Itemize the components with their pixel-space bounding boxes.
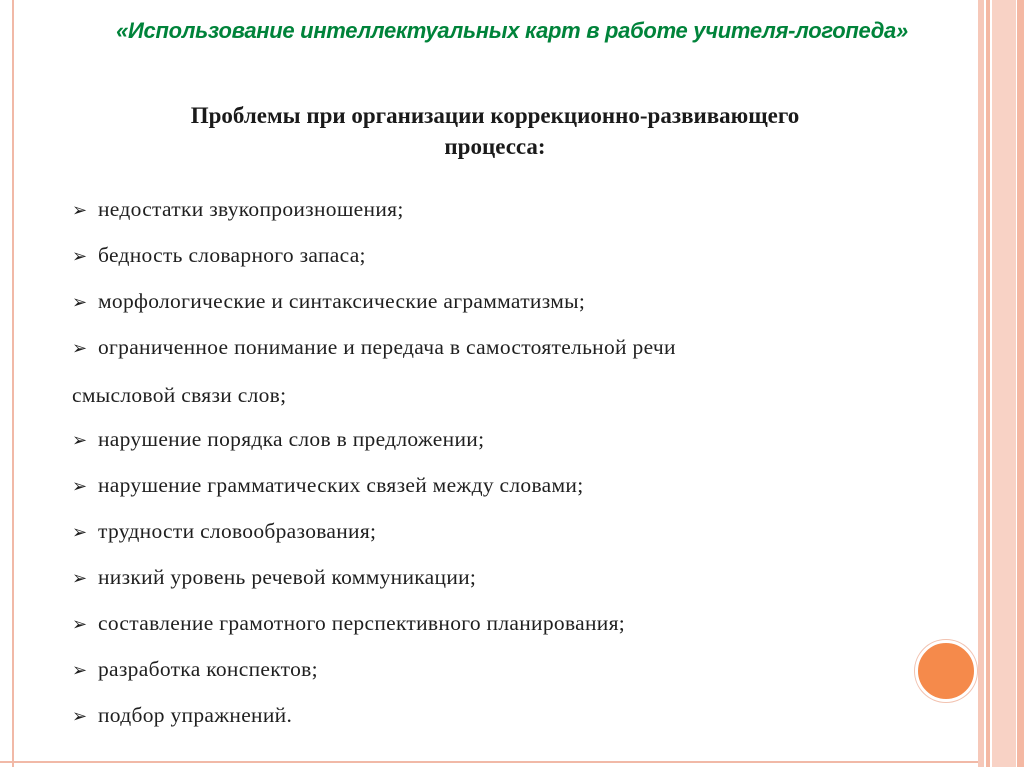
list-item-text: составление грамотного перспективного планирования; <box>98 611 626 635</box>
list-item <box>72 646 912 692</box>
header-title: «Использование интеллектуальных карт в работе учителя-логопеда» <box>116 18 908 43</box>
list-item <box>72 692 912 738</box>
list-item-text: нарушение порядка слов в предложении; <box>98 427 485 451</box>
list-item-text: бедность словарного запаса; <box>98 243 366 267</box>
list-item <box>72 324 912 416</box>
list-item-text: ограниченное понимание и передача в самостоятельной речи <box>98 335 676 359</box>
arrow-bullet-icon: ➢ <box>72 568 88 589</box>
arrow-bullet-icon: ➢ <box>72 660 88 681</box>
list-item-text: нарушение грамматических связей между словами; <box>98 473 584 497</box>
arrow-bullet-icon: ➢ <box>72 200 88 221</box>
list-item <box>72 508 912 554</box>
arrow-bullet-icon: ➢ <box>72 246 88 267</box>
left-border-line <box>12 0 14 767</box>
list-item-continuation: смысловой связи слов; <box>72 383 287 407</box>
section-title <box>60 100 930 162</box>
arrow-bullet-icon: ➢ <box>72 522 88 543</box>
list-item <box>72 554 912 600</box>
bottom-border-line <box>0 761 978 763</box>
list-item-text: подбор упражнений. <box>98 703 293 727</box>
list-item-text: низкий уровень речевой коммуникации; <box>98 565 477 589</box>
arrow-bullet-icon: ➢ <box>72 338 88 359</box>
list-item-text: трудности словообразования; <box>98 519 377 543</box>
arrow-bullet-icon: ➢ <box>72 706 88 727</box>
list-item-text: разработка конспектов; <box>98 657 318 681</box>
arrow-bullet-icon: ➢ <box>72 614 88 635</box>
right-stripe <box>978 0 984 767</box>
list-item <box>72 462 912 508</box>
problem-list <box>72 186 912 738</box>
arrow-bullet-icon: ➢ <box>72 292 88 313</box>
section-title-line: Проблемы при организации коррекционно-развивающего <box>190 103 800 128</box>
right-stripe <box>992 0 1016 767</box>
list-item-text: морфологические и синтаксические аграмматизмы; <box>98 289 586 313</box>
list-item <box>72 232 912 278</box>
arrow-bullet-icon: ➢ <box>72 476 88 497</box>
list-item-text: недостатки звукопроизношения; <box>98 197 404 221</box>
right-stripe <box>986 0 990 767</box>
arrow-bullet-icon: ➢ <box>72 430 88 451</box>
list-item <box>72 278 912 324</box>
list-item <box>72 186 912 232</box>
list-item <box>72 600 912 646</box>
list-item <box>72 416 912 462</box>
right-stripe <box>1017 0 1024 767</box>
decorative-orange-circle <box>915 640 977 702</box>
section-title-line: процесса: <box>444 134 546 159</box>
